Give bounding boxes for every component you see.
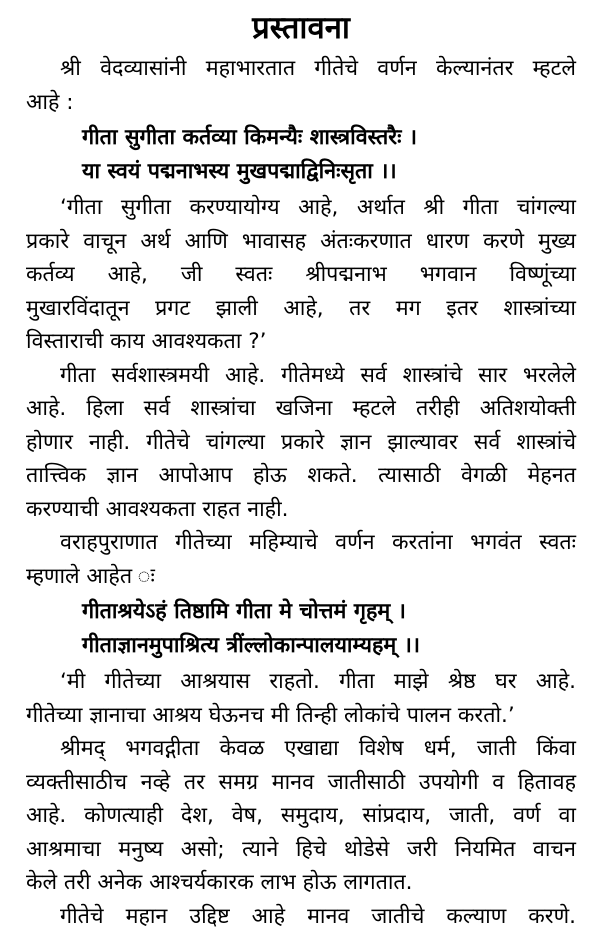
text-line: प्रकारे वाचून अर्थ आणि भावासह अंतःकरणात धारण करणे मुख्य [26, 228, 576, 254]
text-line: कर्तव्य आहे, जी स्वतः श्रीपद्मनाभ भगवान विष्णूंच्या [26, 262, 576, 287]
text-line: आहे. कोणत्याही देश, वेष, समुदाय, सांप्रदाय, जाती, वर्ण वा [26, 803, 576, 828]
text-line: आश्रमाचा मनुष्य असो; त्याने हिचे थोडेसे जरी नियमित वाचन [26, 836, 576, 862]
text-line: विस्ताराची काय आवश्यकता ?’ [26, 329, 267, 354]
verse-line: या स्वयं पद्मनाभस्य मुखपद्माद्विनिःसृता ।। [82, 159, 397, 184]
paragraph-translation-1 [26, 191, 576, 359]
text-line: गीतेच्या ज्ञानाचा आश्रय घेऊनच मी तिन्ही लोकांचे पालन करतो.’ [26, 702, 515, 728]
paragraph-intro [26, 52, 576, 119]
text-line: श्रीमद् भगवद्गीता केवळ एखाद्या विशेष धर्म, जाती किंवा [60, 736, 576, 761]
text-line: श्री वेदव्यासांनी महाभारतात गीतेचे वर्णन केल्यानंतर म्हटले [60, 56, 576, 81]
text-line: म्हणाले आहेत ः [26, 563, 155, 589]
text-line: आहे. हिला सर्व शास्त्रांचा खजिना म्हटले तरीही अतिशयोक्ती [26, 396, 576, 421]
text-line: वराहपुराणात गीतेच्या महिम्याचे वर्णन करतांना भगवंत स्वतः [60, 530, 576, 555]
paragraph-varaha-purana [26, 526, 576, 593]
verse-line: गीताश्रयेऽहं तिष्ठामि गीता मे चोत्तमं गृहम् । [82, 599, 406, 624]
verse-line: गीताज्ञानमुपाश्रित्य त्रींल्लोकान्पालयाम्यहम् ।। [82, 633, 421, 658]
verse-sanskrit-2 [26, 595, 576, 663]
text-line: आहे : [26, 89, 74, 115]
text-line: तात्त्विक ज्ञान आपोआप होऊ शकते. त्यासाठी वेगळी मेहनत [26, 463, 576, 488]
paragraph-gita-scriptures [26, 359, 576, 527]
paragraph-purpose [26, 900, 576, 934]
paragraph-universal-benefit [26, 732, 576, 900]
page-title: प्रस्तावना [252, 10, 350, 46]
text-line: करण्याची आवश्यकता राहत नाही. [26, 496, 289, 522]
text-line: मुखारविंदातून प्रगट झाली आहे, तर मग इतर शास्त्रांच्या [26, 295, 576, 321]
text-line: व्यक्तीसाठीच नव्हे तर समग्र मानव जातीसाठी उपयोगी व हितावह [26, 769, 576, 795]
verse-line: गीता सुगीता कर्तव्या किमन्यैः शास्त्रविस्तरैः । [82, 125, 418, 150]
paragraph-translation-2 [26, 665, 576, 732]
text-line: केले तरी अनेक आश्चर्यकारक लाभ होऊ लागतात. [26, 870, 413, 895]
text-line: होणार नाही. गीतेचे चांगल्या प्रकारे ज्ञान झाल्यावर सर्व शास्त्रांचे [26, 429, 576, 455]
verse-sanskrit-1 [26, 121, 576, 189]
text-line: ‘मी गीतेच्या आश्रयास राहतो. गीता माझे श्रेष्ठ घर आहे. [60, 669, 576, 694]
text-line: ‘गीता सुगीता करण्यायोग्य आहे, अर्थात श्री गीता चांगल्या [60, 195, 576, 220]
text-line: गीता सर्वशास्त्रमयी आहे. गीतेमध्ये सर्व शास्त्रांचे सार भरलेले [60, 362, 576, 388]
text-line: गीतेचे महान उद्दिष्ट आहे मानव जातीचे कल्याण करणे. [60, 903, 576, 929]
